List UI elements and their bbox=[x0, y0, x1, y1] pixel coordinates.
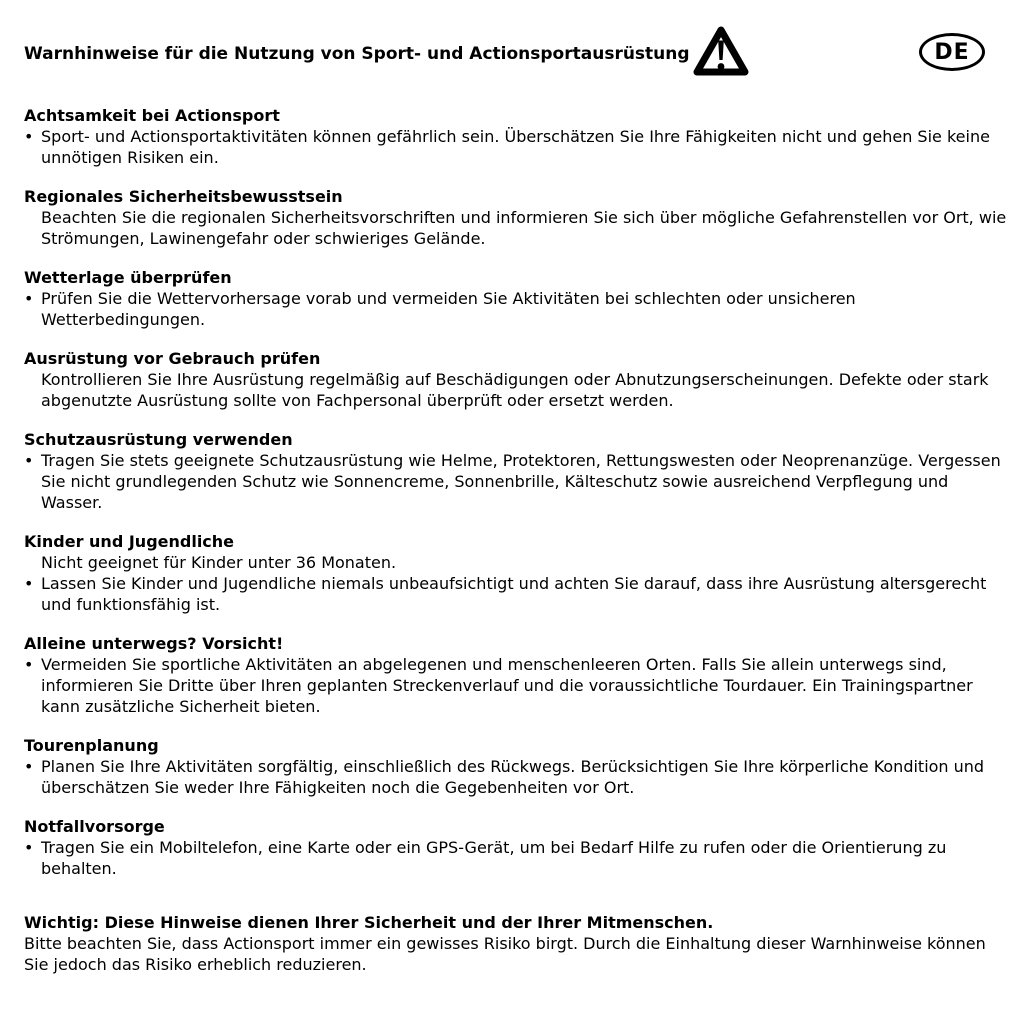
section-heading: Kinder und Jugendliche bbox=[24, 532, 235, 551]
bullet-marker: • bbox=[24, 127, 34, 146]
list-item bbox=[24, 756, 1008, 798]
warning-triangle-icon bbox=[690, 23, 752, 86]
section-wetterlage-ueberpruefen bbox=[24, 267, 1008, 330]
list-item bbox=[24, 552, 1008, 573]
item-text: Planen Sie Ihre Aktivitäten sorgfältig, einschließlich des Rückwegs. Berücksichtigen Sie Ihre körperliche Kondition und überschätzen Sie weder Ihre Fähigkeiten noch die Gegebenheiten vor Ort. bbox=[41, 757, 985, 797]
language-badge-label: DE bbox=[934, 39, 970, 65]
section-heading: Tourenplanung bbox=[24, 736, 159, 755]
item-text: Vermeiden Sie sportliche Aktivitäten an abgelegenen und menschenleeren Orten. Falls Sie allein unterwegs sind, informieren Sie Dritte über Ihren geplanten Streckenverlauf und die voraussichtliche Tourdauer. Ein Trainingspartner kann zusätzliche Sicherheit bieten. bbox=[41, 655, 973, 716]
bullet-marker: • bbox=[24, 574, 34, 593]
bullet-marker: • bbox=[24, 838, 34, 857]
section-tourenplanung bbox=[24, 735, 1008, 798]
list-item bbox=[24, 573, 1008, 615]
list-item bbox=[24, 837, 1008, 879]
section-heading: Ausrüstung vor Gebrauch prüfen bbox=[24, 349, 321, 368]
section-heading: Wetterlage überprüfen bbox=[24, 268, 232, 287]
list-item bbox=[24, 288, 1008, 330]
section-achtsamkeit-bei-actionsport bbox=[24, 105, 1008, 168]
item-text: Beachten Sie die regionalen Sicherheitsvorschriften und informieren Sie sich über mögliche Gefahrenstellen vor Ort, wie Strömungen, Lawinengefahr oder schwieriges Gelände. bbox=[41, 208, 1007, 248]
section-regionales-sicherheitsbewusstsein bbox=[24, 186, 1008, 249]
list-item bbox=[24, 207, 1008, 249]
section-heading: Alleine unterwegs? Vorsicht! bbox=[24, 634, 284, 653]
footer-text: Bitte beachten Sie, dass Actionsport immer ein gewisses Risiko birgt. Durch die Einhaltung dieser Warnhinweise können Sie jedoch das Risiko erheblich reduzieren. bbox=[24, 934, 986, 974]
section-notfallvorsorge bbox=[24, 816, 1008, 879]
list-item bbox=[24, 126, 1008, 168]
bullet-marker: • bbox=[24, 757, 34, 776]
list-item bbox=[24, 450, 1008, 513]
section-ausruestung-vor-gebrauch-pruefen bbox=[24, 348, 1008, 411]
document-body bbox=[24, 105, 1008, 975]
item-text: Nicht geeignet für Kinder unter 36 Monaten. bbox=[41, 553, 397, 572]
item-text: Tragen Sie stets geeignete Schutzausrüstung wie Helme, Protektoren, Rettungswesten oder Neoprenanzüge. Vergessen Sie nicht grundlegenden Schutz wie Sonnencreme, Sonnenbrille, Kälteschutz sowie ausreichend Verpflegung und Wasser. bbox=[41, 451, 1001, 512]
section-heading: Notfallvorsorge bbox=[24, 817, 165, 836]
item-text: Kontrollieren Sie Ihre Ausrüstung regelmäßig auf Beschädigungen oder Abnutzungserscheinungen. Defekte oder stark abgenutzte Ausrüstung sollte von Fachpersonal überprüft oder ersetzt werden. bbox=[41, 370, 989, 410]
footer-note bbox=[24, 912, 1008, 975]
footer-emphasis: Wichtig: Diese Hinweise dienen Ihrer Sicherheit und der Ihrer Mitmenschen. bbox=[24, 913, 714, 932]
section-kinder-und-jugendliche bbox=[24, 531, 1008, 615]
item-text: Tragen Sie ein Mobiltelefon, eine Karte oder ein GPS-Gerät, um bei Bedarf Hilfe zu rufen oder die Orientierung zu behalten. bbox=[41, 838, 947, 878]
section-heading: Achtsamkeit bei Actionsport bbox=[24, 106, 280, 125]
section-heading: Schutzausrüstung verwenden bbox=[24, 430, 293, 449]
section-schutzausruestung-verwenden bbox=[24, 429, 1008, 513]
bullet-marker: • bbox=[24, 655, 34, 674]
item-text: Lassen Sie Kinder und Jugendliche niemals unbeaufsichtigt und achten Sie darauf, dass ihre Ausrüstung altersgerecht und funktionsfähig ist. bbox=[41, 574, 987, 614]
section-heading: Regionales Sicherheitsbewusstsein bbox=[24, 187, 343, 206]
page-title: Warnhinweise für die Nutzung von Sport- und Actionsportausrüstung bbox=[24, 44, 690, 64]
item-text: Prüfen Sie die Wettervorhersage vorab und vermeiden Sie Aktivitäten bei schlechten oder unsicheren Wetterbedingungen. bbox=[41, 289, 856, 329]
bullet-marker: • bbox=[24, 289, 34, 308]
list-item bbox=[24, 654, 1008, 717]
bullet-marker: • bbox=[24, 451, 34, 470]
section-alleine-unterwegs-vorsicht bbox=[24, 633, 1008, 717]
list-item bbox=[24, 369, 1008, 411]
item-text: Sport- und Actionsportaktivitäten können gefährlich sein. Überschätzen Sie Ihre Fähigkeiten nicht und gehen Sie keine unnötigen Risiken ein. bbox=[41, 127, 990, 167]
language-badge bbox=[919, 33, 985, 71]
